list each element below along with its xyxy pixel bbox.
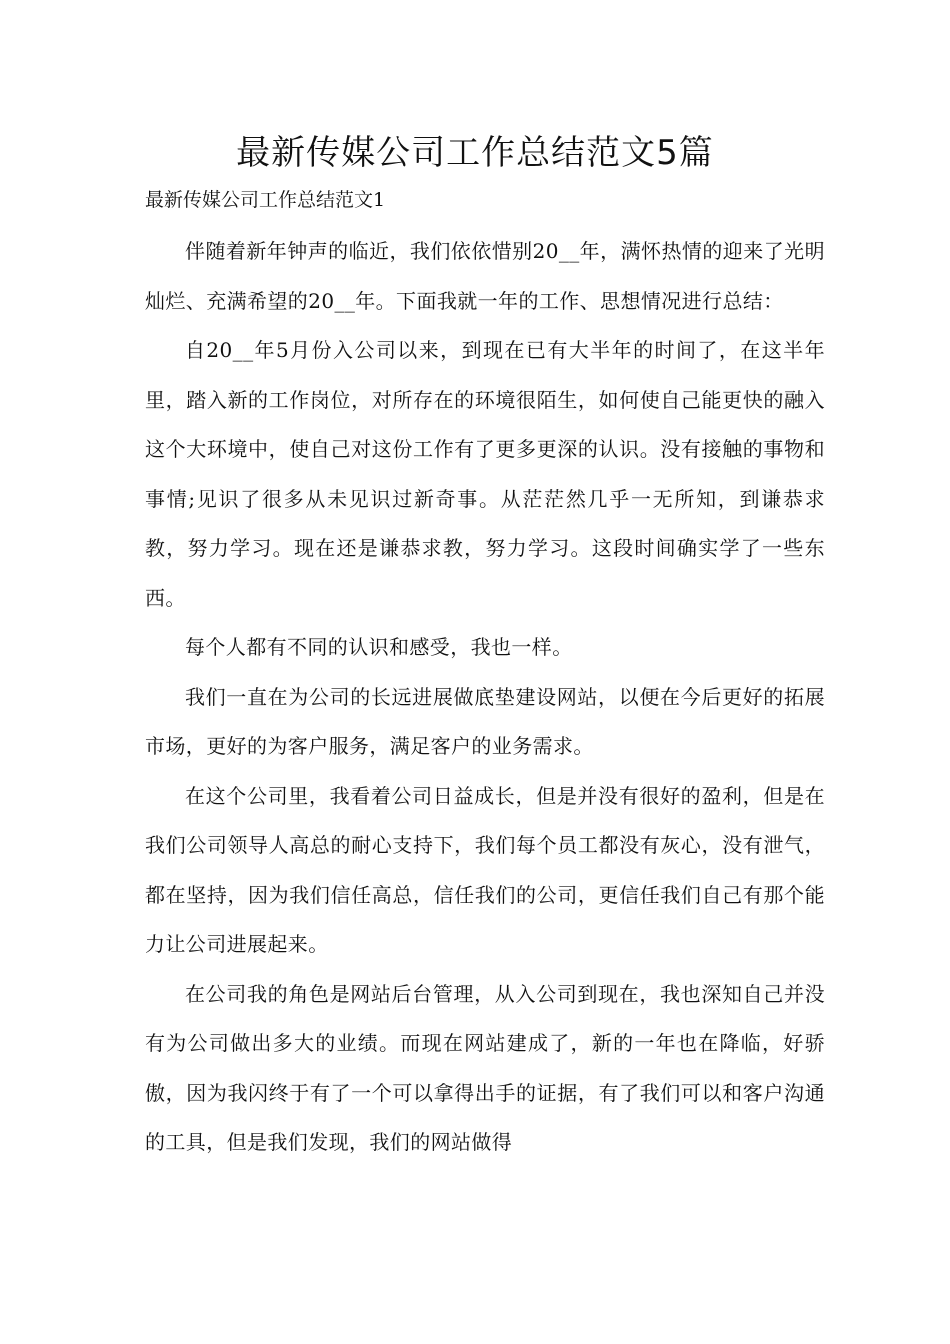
paragraph: 在这个公司里，我看着公司日益成长，但是并没有很好的盈利，但是在我们公司领导人高总的耐心支持下，我们每个员工都没有灰心，没有泄气，都在坚持，因为我们信任高总，信任我们的公司，更信任我们自己有那个能力让公司进展起来。: [145, 783, 825, 956]
paragraph: 自20__年5月份入公司以来，到现在已有大半年的时间了，在这半年里，踏入新的工作岗位，对所存在的环境很陌生，如何使自己能更快的融入这个大环境中，使自己对这份工作有了更多更深的认识。没有接触的事物和事情;见识了很多从未见识过新奇事。从茫茫然几乎一无所知，到谦恭求教，努力学习。现在还是谦恭求教，努力学习。这段时间确实学了一些东西。: [145, 338, 825, 610]
paragraph: 伴随着新年钟声的临近，我们依依惜别20__年，满怀热情的迎来了光明灿烂、充满希望的20__年。下面我就一年的工作、思想情况进行总结：: [145, 239, 825, 313]
section-subtitle: 最新传媒公司工作总结范文1: [145, 189, 386, 211]
document-body: [145, 227, 825, 1168]
document-title: 最新传媒公司工作总结范文5篇: [236, 133, 714, 173]
paragraph: 每个人都有不同的认识和感受，我也一样。: [185, 635, 573, 659]
paragraph: 我们一直在为公司的长远进展做底垫建设网站，以便在今后更好的拓展市场，更好的为客户服务，满足客户的业务需求。: [145, 684, 825, 758]
paragraph: 在公司我的角色是网站后台管理，从入公司到现在，我也深知自己并没有为公司做出多大的业绩。而现在网站建成了，新的一年也在降临，好骄傲，因为我闪终于有了一个可以拿得出手的证据，有了我们可以和客户沟通的工具，但是我们发现，我们的网站做得: [145, 981, 825, 1154]
